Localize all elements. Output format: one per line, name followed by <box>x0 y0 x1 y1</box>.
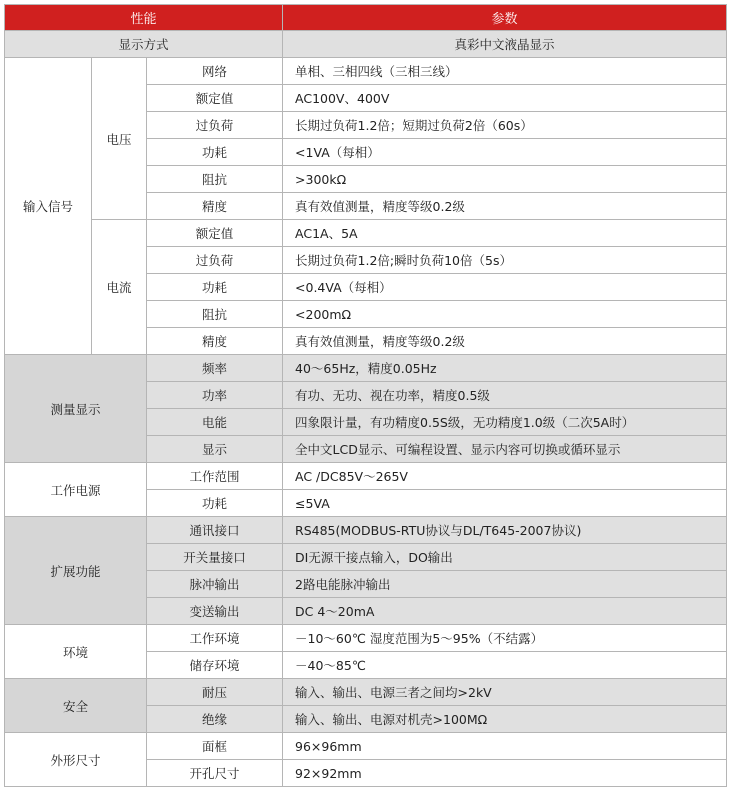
row-value: ≤5VA <box>283 490 727 517</box>
row-item: 额定值 <box>147 220 283 247</box>
row-item: 工作范围 <box>147 463 283 490</box>
extension-label: 扩展功能 <box>5 517 147 625</box>
row-item: 通讯接口 <box>147 517 283 544</box>
row-value: 2路电能脉冲输出 <box>283 571 727 598</box>
row-value: DC 4～20mA <box>283 598 727 625</box>
row-item: 开孔尺寸 <box>147 760 283 787</box>
table-row <box>5 220 727 247</box>
row-item: 绝缘 <box>147 706 283 733</box>
row-value: AC100V、400V <box>283 85 727 112</box>
row-item: 过负荷 <box>147 247 283 274</box>
row-value: 四象限计量，有功精度0.5S级，无功精度1.0级（二次5A时） <box>283 409 727 436</box>
row-item: 网络 <box>147 58 283 85</box>
row-value: 92×92mm <box>283 760 727 787</box>
row-value: >300kΩ <box>283 166 727 193</box>
environment-label: 环境 <box>5 625 147 679</box>
row-item: 精度 <box>147 193 283 220</box>
table-row <box>5 58 727 85</box>
table-row <box>5 625 727 652</box>
row-item: 阻抗 <box>147 301 283 328</box>
row-value: 96×96mm <box>283 733 727 760</box>
row-value: 输入、输出、电源对机壳>100MΩ <box>283 706 727 733</box>
header-performance: 性能 <box>5 5 283 31</box>
dimensions-label: 外形尺寸 <box>5 733 147 787</box>
table-row <box>5 463 727 490</box>
row-item: 储存环境 <box>147 652 283 679</box>
row-value: AC /DC85V～265V <box>283 463 727 490</box>
row-item: 功耗 <box>147 274 283 301</box>
table-row <box>5 31 727 58</box>
row-item: 开关量接口 <box>147 544 283 571</box>
row-item: 过负荷 <box>147 112 283 139</box>
row-value: 长期过负荷1.2倍;瞬时负荷10倍（5s） <box>283 247 727 274</box>
row-item: 面框 <box>147 733 283 760</box>
row-value: 有功、无功、视在功率，精度0.5级 <box>283 382 727 409</box>
row-value: 40～65Hz，精度0.05Hz <box>283 355 727 382</box>
row-item: 阻抗 <box>147 166 283 193</box>
row-value: <1VA（每相） <box>283 139 727 166</box>
row-value: AC1A、5A <box>283 220 727 247</box>
row-item: 额定值 <box>147 85 283 112</box>
row-value: 输入、输出、电源三者之间均>2kV <box>283 679 727 706</box>
display-mode-label: 显示方式 <box>5 31 283 58</box>
row-item: 工作环境 <box>147 625 283 652</box>
row-item: 精度 <box>147 328 283 355</box>
table-row <box>5 733 727 760</box>
display-mode-value: 真彩中文液晶显示 <box>283 31 727 58</box>
input-signal-label: 输入信号 <box>5 58 92 355</box>
safety-label: 安全 <box>5 679 147 733</box>
current-label: 电流 <box>92 220 147 355</box>
row-value: 全中文LCD显示、可编程设置、显示内容可切换或循环显示 <box>283 436 727 463</box>
row-item: 变送输出 <box>147 598 283 625</box>
row-item: 耐压 <box>147 679 283 706</box>
power-supply-label: 工作电源 <box>5 463 147 517</box>
header-parameter: 参数 <box>283 5 727 31</box>
table-row <box>5 517 727 544</box>
row-item: 功耗 <box>147 139 283 166</box>
row-item: 显示 <box>147 436 283 463</box>
row-item: 电能 <box>147 409 283 436</box>
row-item: 频率 <box>147 355 283 382</box>
row-value: －40～85℃ <box>283 652 727 679</box>
row-item: 功耗 <box>147 490 283 517</box>
row-item: 脉冲输出 <box>147 571 283 598</box>
table-row <box>5 679 727 706</box>
row-value: －10～60℃ 湿度范围为5～95%（不结露） <box>283 625 727 652</box>
row-value: <0.4VA（每相） <box>283 274 727 301</box>
row-value: 真有效值测量，精度等级0.2级 <box>283 328 727 355</box>
row-item: 功率 <box>147 382 283 409</box>
row-value: DI无源干接点输入，DO输出 <box>283 544 727 571</box>
table-row <box>5 355 727 382</box>
table-header-row <box>5 5 727 31</box>
row-value: 真有效值测量，精度等级0.2级 <box>283 193 727 220</box>
row-value: 单相、三相四线（三相三线） <box>283 58 727 85</box>
measurement-label: 测量显示 <box>5 355 147 463</box>
row-value: 长期过负荷1.2倍；短期过负荷2倍（60s） <box>283 112 727 139</box>
voltage-label: 电压 <box>92 58 147 220</box>
row-value: <200mΩ <box>283 301 727 328</box>
spec-table <box>4 4 727 787</box>
row-value: RS485(MODBUS-RTU协议与DL/T645-2007协议) <box>283 517 727 544</box>
